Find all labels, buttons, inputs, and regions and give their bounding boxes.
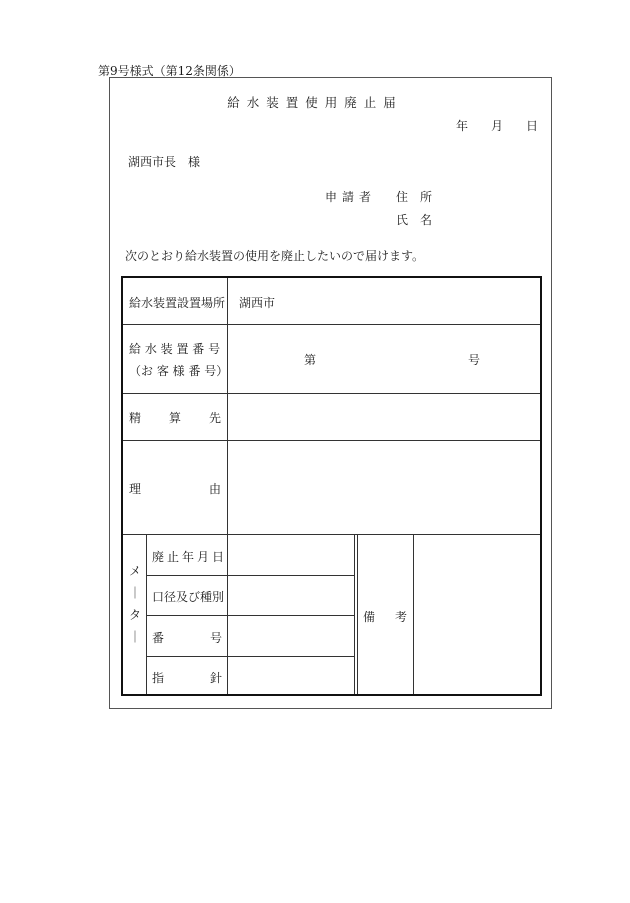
device-number-suffix: 号 (468, 353, 481, 367)
table-rule (227, 278, 228, 694)
label-char: 号 (209, 631, 222, 645)
table-rule (413, 534, 414, 694)
table-rule (354, 534, 355, 694)
label-char: 由 (208, 482, 221, 496)
form-table (121, 276, 542, 696)
label-char: 番 (152, 631, 165, 645)
form-caption: 第9号様式（第12条関係） (98, 64, 241, 78)
customer-number-label: （お 客 様 番 号） (129, 364, 229, 378)
remarks-label (363, 608, 407, 625)
label-char: メ (128, 564, 141, 578)
name-label (396, 211, 432, 228)
applicant-label: 申請者 (325, 190, 377, 204)
table-rule (123, 534, 540, 535)
label-char: タ (128, 608, 141, 622)
meter-caliber-label: 口径及び種別 (152, 590, 225, 604)
label-char: 精 (129, 411, 142, 425)
address-label-char: 住 (396, 190, 409, 204)
table-rule (123, 324, 540, 325)
form-title: 給水装置使用廃止届 (227, 95, 403, 110)
meter-caliber-field[interactable] (229, 577, 353, 614)
table-rule (146, 656, 355, 657)
reason-field[interactable] (229, 442, 538, 533)
table-rule (146, 534, 147, 694)
name-label-char: 氏 (396, 213, 409, 227)
meter-number-label (152, 629, 222, 646)
label-char: 先 (208, 411, 221, 425)
statement: 次のとおり給水装置の使用を廃止したいので届けます。 (125, 249, 425, 263)
label-char: ｜ (128, 586, 141, 600)
reason-label (129, 480, 221, 497)
table-rule (146, 615, 355, 616)
addressee: 湖西市長 様 (128, 155, 201, 169)
meter-abolish-date-field[interactable] (229, 536, 353, 574)
label-char: 考 (394, 610, 407, 624)
label-char: 備 (363, 610, 376, 624)
location-label: 給水装置設置場所 (129, 296, 226, 310)
settlement-label (129, 409, 221, 426)
device-number-prefix: 第 (304, 353, 317, 367)
table-rule (357, 534, 358, 694)
meter-reading-label (152, 669, 222, 686)
name-label-char: 名 (420, 213, 433, 227)
location-value: 湖西市 (239, 296, 276, 310)
date-year: 年 (456, 119, 469, 133)
device-number-label: 給 水 装 置 番 号 (129, 342, 221, 356)
date-day: 日 (526, 119, 539, 133)
date-month: 月 (491, 119, 504, 133)
meter-reading-field[interactable] (229, 658, 353, 693)
meter-abolish-date-label: 廃止年月日 (152, 550, 228, 564)
table-rule (146, 575, 355, 576)
table-rule (123, 440, 540, 441)
label-char: 理 (129, 482, 142, 496)
label-char: 針 (209, 671, 222, 685)
meter-number-field[interactable] (229, 617, 353, 655)
settlement-field[interactable] (229, 395, 538, 439)
meter-group-label (128, 560, 142, 648)
table-rule (123, 393, 540, 394)
address-label-char: 所 (420, 190, 433, 204)
label-char: 算 (168, 411, 181, 425)
remarks-field[interactable] (415, 536, 538, 693)
label-char: ｜ (128, 630, 141, 644)
address-label (396, 188, 432, 205)
label-char: 指 (152, 671, 165, 685)
